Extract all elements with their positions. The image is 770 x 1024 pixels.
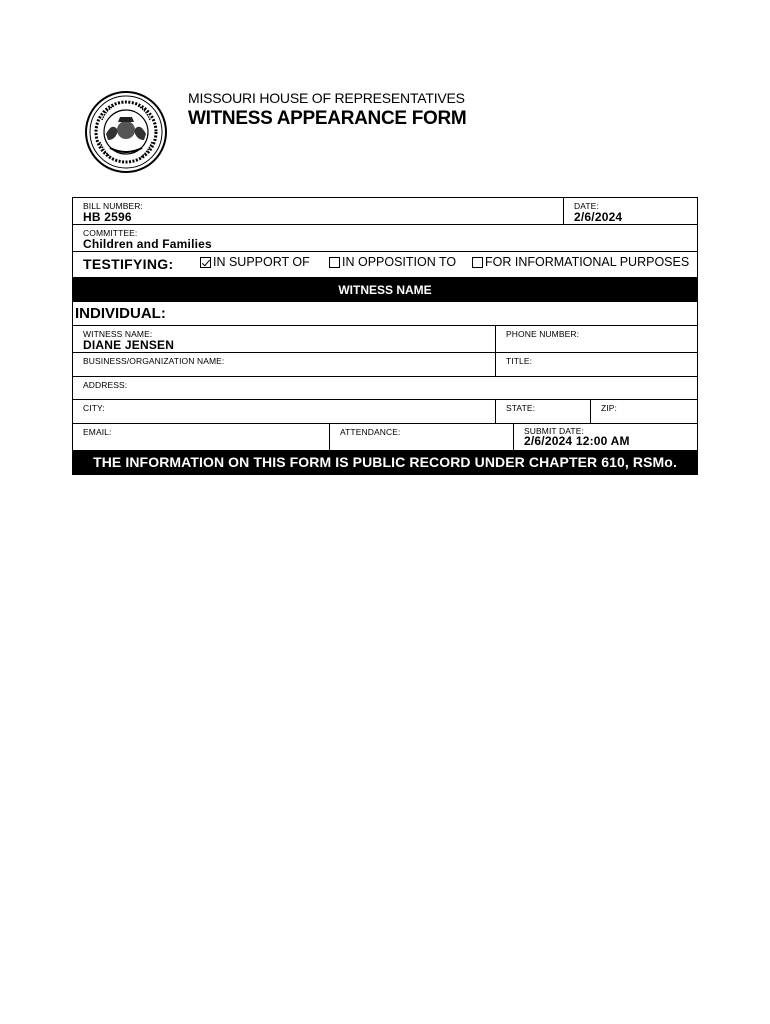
form-title: WITNESS APPEARANCE FORM xyxy=(188,108,467,129)
in-support-label: IN SUPPORT OF xyxy=(213,255,310,269)
address-field xyxy=(73,377,697,399)
bill-number-value: HB 2596 xyxy=(83,210,132,224)
informational-checkbox[interactable] xyxy=(472,257,483,268)
phone-field xyxy=(495,326,697,352)
submit-date-field xyxy=(513,424,697,450)
bill-number-field xyxy=(73,198,563,224)
zip-field xyxy=(590,400,697,423)
address-label: ADDRESS: xyxy=(83,380,128,390)
witness-name-header: WITNESS NAME xyxy=(73,278,697,302)
date-label: DATE: xyxy=(574,201,599,211)
date-value: 2/6/2024 xyxy=(574,210,623,224)
date-field xyxy=(563,198,697,224)
submit-date-value: 2/6/2024 12:00 AM xyxy=(524,434,630,448)
option-informational[interactable] xyxy=(472,255,689,269)
email-label: EMAIL: xyxy=(83,427,112,437)
city-field xyxy=(73,400,495,423)
witness-phone-row xyxy=(73,326,697,353)
city-label: CITY: xyxy=(83,403,105,413)
bill-number-label: BILL NUMBER: xyxy=(83,201,143,211)
committee-value: Children and Families xyxy=(83,237,212,251)
in-support-checkbox[interactable] xyxy=(200,257,211,268)
testifying-label: TESTIFYING: xyxy=(83,256,174,272)
city-state-zip-row xyxy=(73,400,697,424)
attendance-field xyxy=(329,424,513,450)
public-record-notice: THE INFORMATION ON THIS FORM IS PUBLIC RECORD UNDER CHAPTER 610, RSMo. xyxy=(73,451,697,474)
title-field xyxy=(495,353,697,376)
witness-name-field xyxy=(73,326,495,352)
in-opposition-label: IN OPPOSITION TO xyxy=(342,255,457,269)
organization-name: MISSOURI HOUSE OF REPRESENTATIVES xyxy=(188,90,465,106)
phone-label: PHONE NUMBER: xyxy=(506,329,580,339)
bill-date-row xyxy=(73,198,697,225)
state-seal-icon xyxy=(84,90,168,174)
witness-name-value: DIANE JENSEN xyxy=(83,338,175,352)
address-row xyxy=(73,377,697,400)
business-field xyxy=(73,353,495,376)
attendance-label: ATTENDANCE: xyxy=(340,427,401,437)
state-field xyxy=(495,400,590,423)
individual-row xyxy=(73,302,697,326)
witness-form xyxy=(72,197,698,475)
informational-label: FOR INFORMATIONAL PURPOSES xyxy=(485,255,690,269)
option-in-support[interactable] xyxy=(200,255,310,269)
title-label: TITLE: xyxy=(506,356,533,366)
committee-label: COMMITTEE: xyxy=(83,228,138,238)
testifying-row xyxy=(73,252,697,278)
in-opposition-checkbox[interactable] xyxy=(329,257,340,268)
business-title-row xyxy=(73,353,697,377)
business-label: BUSINESS/ORGANIZATION NAME: xyxy=(83,356,225,366)
zip-label: ZIP: xyxy=(601,403,617,413)
committee-field xyxy=(73,225,697,251)
option-in-opposition[interactable] xyxy=(329,255,456,269)
email-field xyxy=(73,424,329,450)
email-attendance-row xyxy=(73,424,697,451)
state-label: STATE: xyxy=(506,403,536,413)
individual-label: INDIVIDUAL: xyxy=(75,305,166,322)
committee-row xyxy=(73,225,697,252)
witness-name-label: WITNESS NAME: xyxy=(83,329,153,339)
submit-date-label: SUBMIT DATE: xyxy=(524,426,584,436)
